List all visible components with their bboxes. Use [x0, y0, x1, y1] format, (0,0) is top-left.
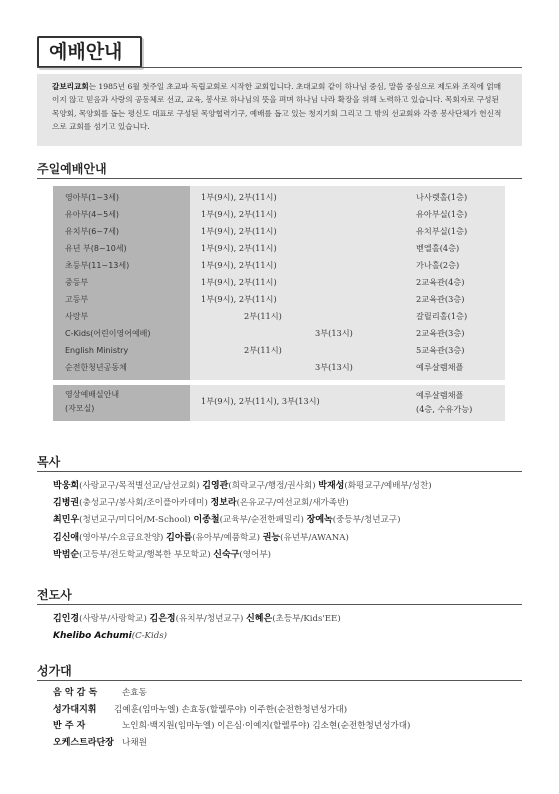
schedule-time: 1부(9시), 2부(11시)	[201, 209, 277, 219]
choir-row	[53, 702, 523, 719]
choir-members: 손효동	[122, 688, 147, 698]
evangelist-role: (초등부/Kids'EE)	[272, 614, 341, 624]
schedule-row	[53, 224, 505, 239]
worship-schedule-table	[53, 186, 505, 380]
schedule-place: 2교육관(3층)	[416, 328, 465, 338]
schedule-place: 2교육관(4층)	[416, 277, 465, 287]
pastor-role: (고등부/전도학교/행복한 부모학교)	[79, 549, 211, 560]
schedule-department: 영아부(1~3세)	[65, 193, 120, 202]
schedule-row	[53, 360, 505, 375]
nursery-time: 1부(9시), 2부(11시), 3부(13시)	[201, 396, 320, 406]
schedule-department: 유치부(6~7세)	[65, 227, 120, 236]
evangelists-divider	[37, 604, 522, 605]
choir-row	[53, 718, 523, 735]
choir-role-label: 반 주 자	[53, 721, 86, 731]
schedule-time: 3부(13시)	[315, 328, 353, 338]
nursery-place: 예루살렘채플 (4층, 수유가능)	[416, 390, 473, 414]
evangelists-heading: 전도사	[37, 588, 72, 602]
schedule-row	[53, 275, 505, 290]
schedule-time: 1부(9시), 2부(11시)	[201, 294, 277, 304]
pastor-role: (영아부/수요금요찬양)	[79, 532, 164, 543]
schedule-row	[53, 326, 505, 341]
evangelist-name: 김인경	[53, 614, 80, 624]
choir-members: 나채원	[122, 737, 147, 748]
pastor-name: 김영관	[202, 481, 229, 491]
pastor-name: 박재성	[318, 481, 345, 491]
worship-divider	[37, 178, 522, 179]
schedule-time: 1부(9시), 2부(11시)	[201, 226, 277, 236]
pastor-list	[53, 478, 523, 564]
schedule-place: 나사렛홀(1층)	[416, 192, 468, 202]
pastor-name: 김신애	[53, 532, 80, 543]
pastor-line	[53, 512, 523, 529]
pastor-role: (유아부/예품학교)	[192, 532, 260, 543]
schedule-department: 유년 부(8~10세)	[65, 244, 127, 253]
worship-heading: 주일예배안내	[37, 162, 107, 176]
evangelist-list	[53, 611, 523, 645]
evangelist-name: Khelibo Achumi	[53, 631, 132, 642]
pastor-role: (사랑교구/목적별선교/남선교회)	[79, 481, 200, 491]
schedule-row	[53, 309, 505, 324]
schedule-row	[53, 241, 505, 256]
pastor-name: 김아름	[166, 532, 193, 543]
choir-members: 김예훈(임마누엘) 손효동(할렐루야) 이주한(순전한청년성가대)	[114, 704, 348, 715]
schedule-place: 5교육관(3층)	[416, 345, 465, 355]
pastor-line	[53, 547, 523, 564]
pastor-name: 최민우	[53, 515, 80, 526]
nursery-label: 영상예배실안내 (자모실)	[65, 390, 120, 413]
evangelist-role: (C-Kids)	[131, 631, 167, 642]
schedule-department: C-Kids(어린이영어예배)	[65, 329, 151, 338]
pastor-name: 박웅희	[53, 481, 80, 491]
schedule-department: 유아부(4~5세)	[65, 210, 120, 219]
pastor-name: 이종철	[193, 515, 220, 526]
choir-members: 노인희·백지원(임마누엘) 이은심·이예지(할렐루야) 김소현(순전한청년성가대)	[122, 721, 411, 731]
schedule-time: 3부(13시)	[315, 362, 353, 372]
schedule-place: 유치부실(1층)	[416, 226, 468, 236]
pastor-line	[53, 478, 523, 495]
choir-row	[53, 735, 523, 752]
schedule-place: 유아부실(1층)	[416, 209, 468, 219]
schedule-place: 예루살렘채플	[416, 362, 464, 372]
evangelist-name: 신혜은	[246, 614, 273, 624]
church-name: 갈보리교회	[52, 82, 89, 91]
pastor-name: 권능	[262, 532, 281, 543]
schedule-time: 1부(9시), 2부(11시)	[201, 243, 277, 253]
choir-row	[53, 685, 523, 702]
choir-divider	[37, 680, 522, 681]
schedule-department: 중등부	[65, 278, 89, 287]
schedule-row	[53, 292, 505, 307]
choir-role-label: 음 악 감 독	[53, 688, 98, 698]
pastor-name: 김병권	[53, 498, 80, 509]
schedule-time: 1부(9시), 2부(11시)	[201, 192, 277, 202]
schedule-row	[53, 190, 505, 205]
pastor-role: (유년부/AWANA)	[280, 532, 349, 543]
pastor-line	[53, 530, 523, 547]
church-intro	[37, 74, 522, 146]
schedule-place: 갈릴리홀(1층)	[416, 311, 468, 321]
pastor-role: (희락교구/행정/권사회)	[228, 481, 316, 491]
pastor-role: (충성교구/봉사회/조이플아카데미)	[79, 498, 208, 509]
pastor-name: 박범순	[53, 549, 80, 560]
evangelist-line	[53, 611, 523, 628]
intro-text: 는 1985년 6월 첫주일 초교파 독립교회로 시작한 교회입니다. 초대교회 같이 하나님 중심, 말씀 중심으로 제도와 조직에 얽매이지 않고 믿음과 사랑의 공동체로 선교, 교육, 봉사로 하나님의 뜻을 펴며 하나님 나라 확장을 위해 노력하고 있습니다. 목회자로 구성된 목양회, 목양회를 돕는 평신도 대표로 구성된 목양협력기구, 예배를 돕고 있는 청지기회 그리고 그 밖의 선교회와 각종 봉사단체가 헌신적으로 교회를 섬기고 있습니다.	[52, 82, 502, 132]
schedule-department: 고등부	[65, 295, 89, 304]
evangelist-line	[53, 628, 523, 645]
schedule-department: 순전한청년공동체	[65, 363, 127, 372]
pastor-role: (화평교구/예배부/성찬)	[344, 481, 432, 491]
choir-heading: 성가대	[37, 664, 72, 678]
pastor-role: (교육부/순전한패밀리)	[219, 515, 304, 526]
pastors-heading: 목사	[37, 455, 61, 469]
nursery-schedule	[53, 385, 505, 421]
schedule-row	[53, 343, 505, 358]
evangelist-role: (유치부/청년교구)	[175, 614, 244, 624]
evangelist-role: (사랑부/사랑학교)	[79, 614, 147, 624]
schedule-place: 2교육관(3층)	[416, 294, 465, 304]
title-divider	[37, 67, 522, 68]
page-title: 예배안내	[37, 36, 142, 68]
pastors-divider	[37, 471, 522, 472]
pastor-line	[53, 495, 523, 512]
evangelist-name: 김은정	[149, 614, 176, 624]
pastor-role: (중등부/청년교구)	[332, 515, 401, 526]
pastor-role: (영어부)	[239, 549, 271, 560]
pastor-role: (청년교구/미디어/M-School)	[79, 515, 191, 526]
schedule-place: 가나홀(2층)	[416, 260, 460, 270]
schedule-row	[53, 207, 505, 222]
schedule-time: 1부(9시), 2부(11시)	[201, 260, 277, 270]
choir-role-label: 오케스트라단장	[53, 737, 114, 748]
schedule-place: 벧엘홀(4층)	[416, 243, 460, 253]
schedule-time: 1부(9시), 2부(11시)	[201, 277, 277, 287]
pastor-name: 신숙구	[213, 549, 240, 560]
schedule-department: English Ministry	[65, 346, 129, 355]
schedule-department: 사랑부	[65, 312, 89, 321]
pastor-name: 정보라	[210, 498, 237, 509]
choir-list	[53, 685, 523, 751]
choir-role-label: 성가대지휘	[53, 704, 97, 715]
pastor-role: (온유교구/여선교회/새가족반)	[236, 498, 349, 509]
schedule-time: 2부(11시)	[244, 345, 282, 355]
pastor-name: 장예녹	[306, 515, 333, 526]
schedule-time: 2부(11시)	[244, 311, 282, 321]
schedule-row	[53, 258, 505, 273]
schedule-department: 초등부(11~13세)	[65, 261, 130, 270]
